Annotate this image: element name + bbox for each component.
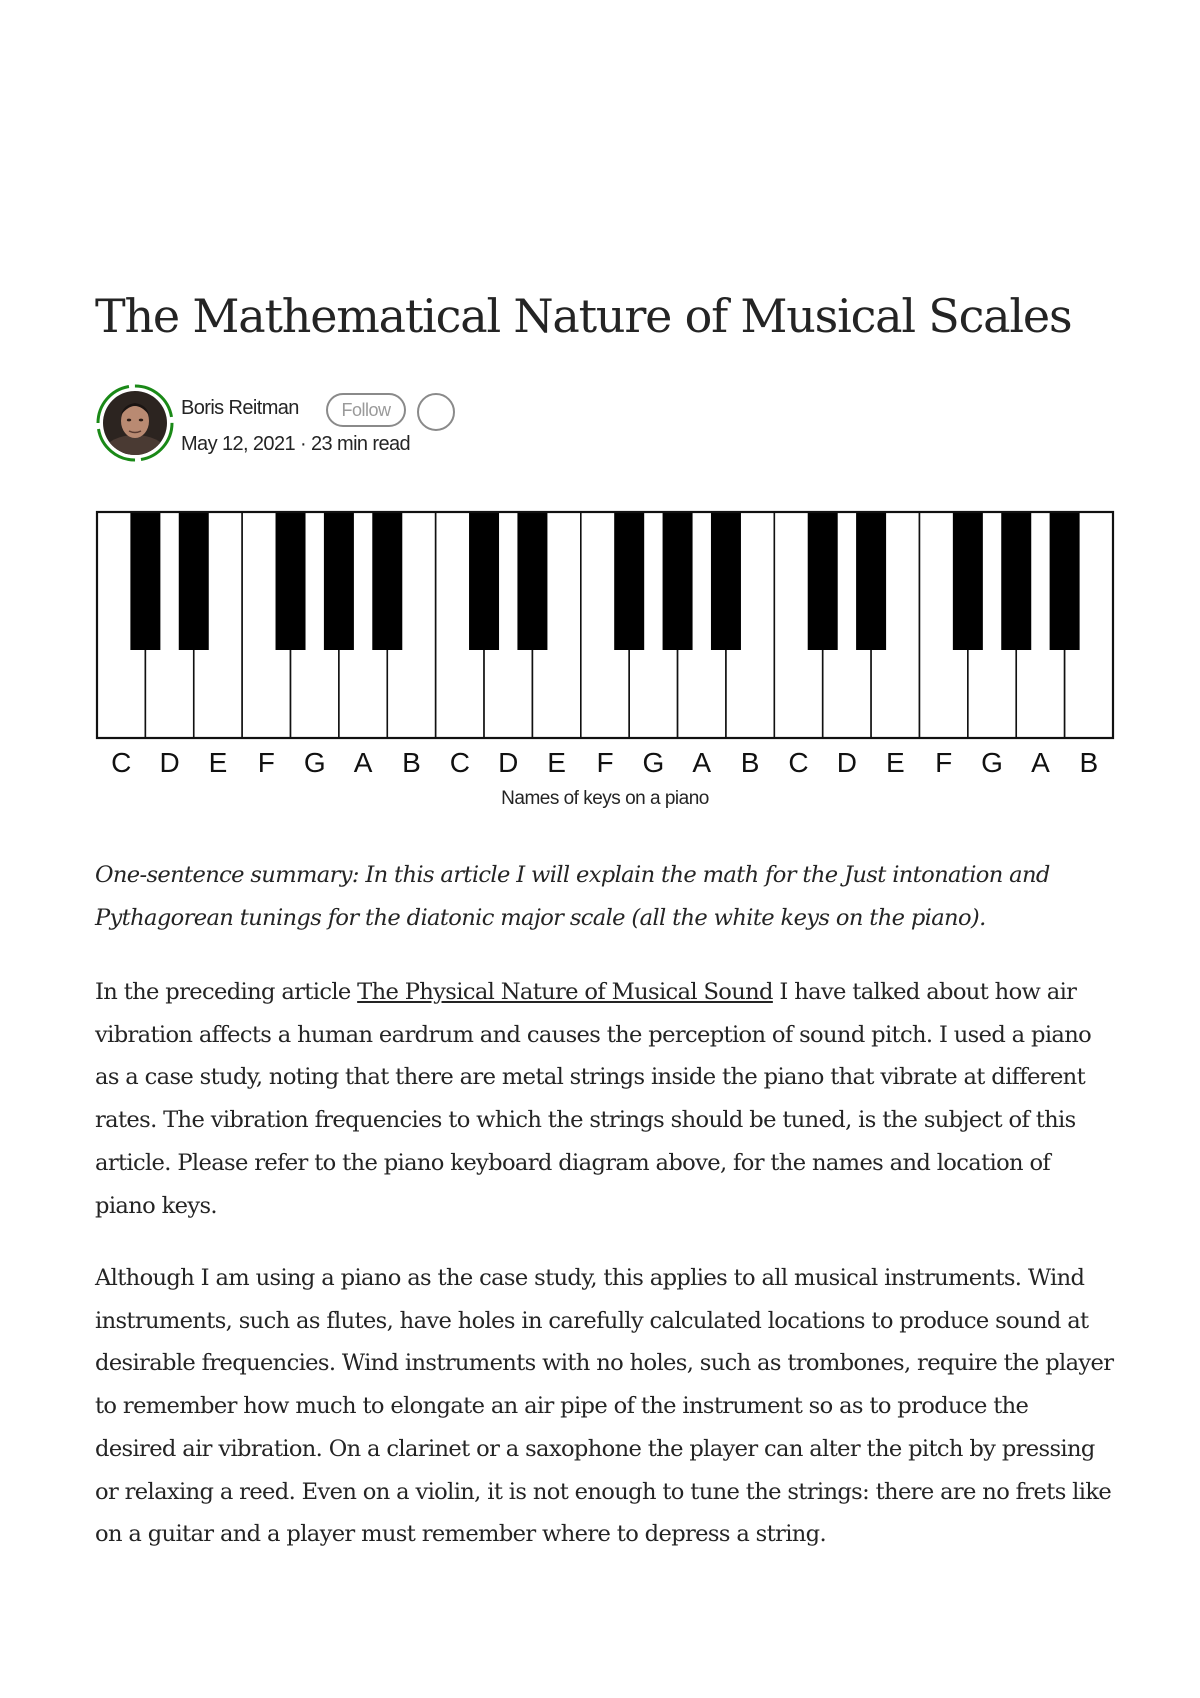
black-key [130, 512, 160, 650]
author-name[interactable]: Boris Reitman [181, 397, 299, 419]
summary-paragraph: One-sentence summary: In this article I will explain the math for the Just intonation and Pythagorean tunings for the diatonic major scale (all the white keys on the piano). [95, 862, 1050, 931]
key-label-G: G [642, 747, 665, 773]
read-time: 23 min read [311, 433, 411, 455]
more-circle-icon[interactable] [417, 393, 455, 431]
key-label-C: C [449, 747, 470, 773]
key-label-E: E [208, 747, 228, 773]
key-label-B: B [402, 747, 421, 773]
intro-paragraph [95, 971, 1115, 1227]
key-label-A: A [353, 747, 373, 773]
key-label-D: D [836, 747, 858, 773]
author-avatar[interactable] [95, 383, 175, 463]
physical-nature-article-link[interactable]: The Physical Nature of Musical Sound [357, 979, 773, 1005]
key-label-C: C [788, 747, 809, 773]
key-label-E: E [885, 747, 905, 773]
key-label-D: D [498, 747, 519, 773]
black-key [1001, 512, 1031, 650]
key-label-F: F [596, 747, 614, 773]
figure-caption: Names of keys on a piano [501, 788, 709, 809]
key-label-D: D [159, 747, 180, 773]
black-key [953, 512, 983, 650]
black-key [1050, 512, 1080, 650]
piano-figure [95, 508, 1115, 809]
intro-text-after: I have talked about how air vibration affects a human eardrum and causes the perception of sound pitch. I used a piano as a case study, noting that there are metal strings inside the piano that vibrate at different rates. The vibration frequencies to which the strings should be tuned, is the subject of this article. Please refer to the piano keyboard diagram above, for the names and location of piano keys. [95, 979, 1092, 1219]
publish-date: May 12, 2021 [181, 433, 295, 455]
key-label-G: G [981, 747, 1003, 773]
black-key [179, 512, 209, 650]
avatar [103, 391, 167, 455]
black-key [856, 512, 886, 650]
byline [95, 383, 695, 471]
author-photo-icon [103, 391, 167, 455]
key-label-G: G [303, 747, 326, 773]
article-meta [181, 433, 410, 456]
key-label-B: B [1079, 747, 1099, 773]
black-key [469, 512, 499, 650]
key-label-B: B [740, 747, 760, 773]
key-label-A: A [692, 747, 712, 773]
key-label-A: A [1031, 747, 1050, 773]
black-key [276, 512, 306, 650]
key-label-F: F [257, 747, 275, 773]
black-key [517, 512, 547, 650]
black-key [614, 512, 644, 650]
instruments-paragraph: Although I am using a piano as the case study, this applies to all musical instruments. Wind instruments, such as flutes, have holes in carefully calculated locations to produce sound at desirable frequencies. Wind instruments with no holes, such as trombones, require the player to remember how much to elongate an air pipe of the instrument so as to produce the desired air vibration. On a clarinet or a saxophone the player can alter the pitch by pressing or relaxing a reed. Even on a violin, it is not enough to tune the strings: there are no frets like on a guitar and a player must remember where to depress a string. [95, 1265, 1114, 1548]
meta-separator: · [299, 433, 307, 455]
key-label-C: C [111, 747, 132, 773]
intro-text-before: In the preceding article [95, 979, 358, 1005]
black-key [808, 512, 838, 650]
black-key [324, 512, 354, 650]
key-label-E: E [547, 747, 566, 773]
piano-keyboard-diagram [95, 508, 1115, 773]
black-key [663, 512, 693, 650]
key-label-F: F [935, 747, 953, 773]
article-title: The Mathematical Nature of Musical Scales [95, 289, 1072, 343]
black-key [711, 512, 741, 650]
follow-button[interactable]: Follow [326, 393, 406, 427]
black-key [372, 512, 402, 650]
